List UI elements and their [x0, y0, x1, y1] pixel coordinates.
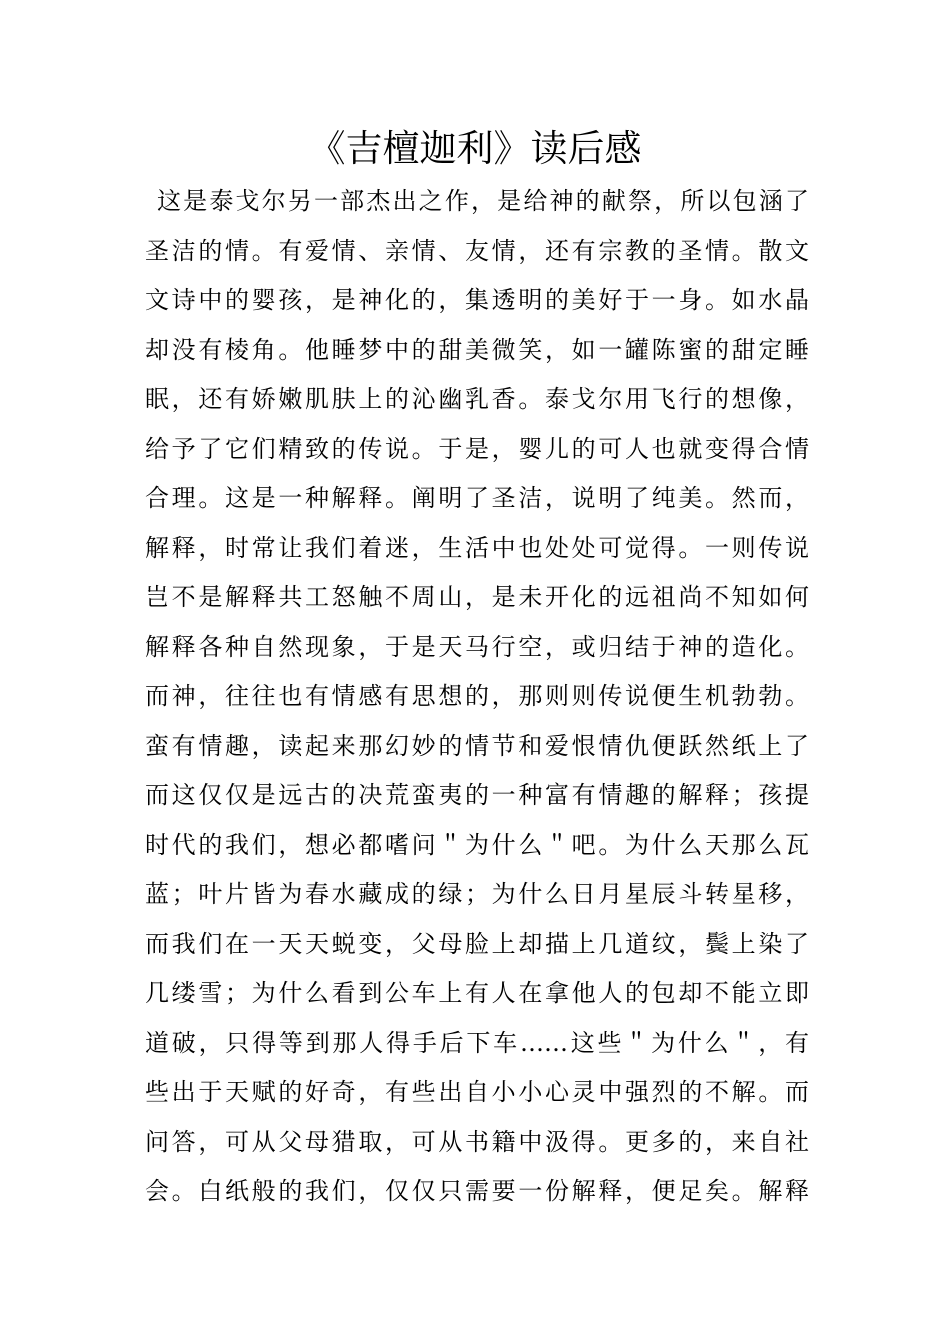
- text-line: 圣洁的情。有爱情、亲情、友情，还有宗教的圣情。散文: [145, 236, 809, 265]
- text-line: 些出于天赋的好奇，有些出自小小心灵中强烈的不解。而: [145, 1078, 809, 1106]
- text-line: 眠，还有娇嫩肌肤上的沁幽乳香。泰戈尔用飞行的想像，: [145, 385, 809, 413]
- text-line: 问答，可从父母猎取，可从书籍中汲得。更多的，来自社: [145, 1127, 809, 1156]
- document-title: 《吉檀迦利》读后感: [308, 127, 642, 170]
- text-line: 道破，只得等到那人得手后下车……这些＂为什么＂，有: [145, 1028, 809, 1057]
- text-line: 时代的我们，想必都嗜问＂为什么＂吧。为什么天那么瓦: [145, 830, 809, 859]
- text-line: 这是泰戈尔另一部杰出之作，是给神的献祭，所以包涵了: [157, 187, 809, 215]
- text-line: 会。白纸般的我们，仅仅只需要一份解释，便足矣。解释: [145, 1177, 809, 1205]
- text-line: 岂不是解释共工怒触不周山，是未开化的远祖尚不知如何: [145, 583, 809, 611]
- text-line: 蛮有情趣，读起来那幻妙的情节和爱恨情仇便跃然纸上了: [145, 731, 809, 760]
- body-paragraph: [145, 177, 809, 1217]
- text-line: 合理。这是一种解释。阐明了圣洁，说明了纯美。然而，: [145, 484, 809, 512]
- text-line: 蓝；叶片皆为春水藏成的绿；为什么日月星辰斗转星移，: [145, 880, 809, 908]
- text-line: 几缕雪；为什么看到公车上有人在拿他人的包却不能立即: [145, 979, 809, 1007]
- text-line: 给予了它们精致的传说。于是，婴儿的可人也就变得合情: [145, 434, 809, 463]
- text-line: 解释各种自然现象，于是天马行空，或归结于神的造化。: [145, 632, 809, 661]
- text-line: 而这仅仅是远古的决荒蛮夷的一种富有情趣的解释；孩提: [145, 781, 809, 809]
- text-line: 而神，往往也有情感有思想的，那则则传说便生机勃勃。: [145, 682, 809, 710]
- text-line: 文诗中的婴孩，是神化的，集透明的美好于一身。如水晶: [145, 286, 809, 314]
- text-line: 而我们在一天天蜕变，父母脸上却描上几道纹，鬓上染了: [145, 929, 809, 958]
- text-line: 解释，时常让我们着迷，生活中也处处可觉得。一则传说: [145, 533, 809, 562]
- text-line: 却没有棱角。他睡梦中的甜美微笑，如一罐陈蜜的甜定睡: [145, 335, 809, 364]
